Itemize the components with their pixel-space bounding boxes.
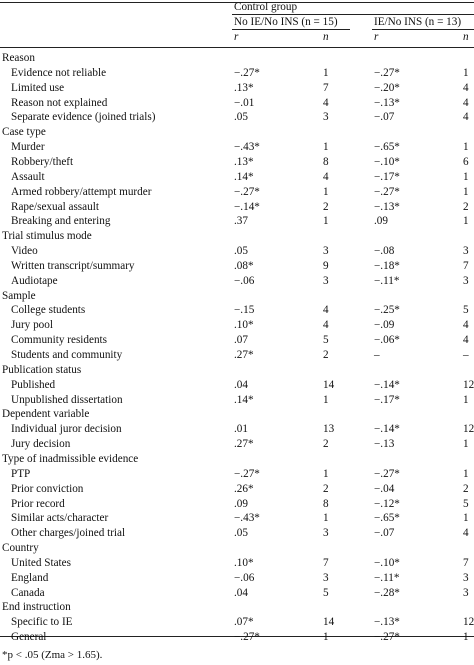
cell-r-a: −.27* <box>234 66 260 79</box>
cell-r-a: .14* <box>234 393 254 406</box>
table-row <box>0 140 474 155</box>
cell-r-a: −.43* <box>234 141 260 154</box>
cell-r-a: .05 <box>234 245 248 258</box>
cell-r-a: .10* <box>234 556 254 569</box>
cell-n-a: 1 <box>323 467 329 480</box>
cell-n-a: 3 <box>323 245 329 258</box>
cell-n-b: 3 <box>463 586 469 599</box>
cell-n-b: 1 <box>463 467 469 480</box>
row-label: Armed robbery/attempt murder <box>11 185 152 198</box>
cell-n-b: 12 <box>463 423 474 436</box>
cell-n-a: 14 <box>323 616 335 629</box>
cell-n-a: 1 <box>323 215 329 228</box>
subgroup-rule-a <box>232 29 350 30</box>
section-row <box>0 600 474 615</box>
cell-n-b: 3 <box>463 245 469 258</box>
table-row <box>0 214 474 229</box>
table-row <box>0 615 474 630</box>
cell-r-a: −.06 <box>234 274 255 287</box>
row-label: Specific to IE <box>11 616 73 629</box>
table-row <box>0 571 474 586</box>
table-row <box>0 274 474 289</box>
row-label: Rape/sexual assault <box>11 200 99 213</box>
col-a-heading: No IE/No INS (n = 15) <box>234 16 338 28</box>
cell-r-b: −.10* <box>374 155 400 168</box>
table-row <box>0 437 474 452</box>
col-a-n-heading: n <box>323 31 329 43</box>
cell-n-a: 13 <box>323 423 335 436</box>
row-label: Assault <box>11 170 45 183</box>
row-label: Reason <box>2 52 35 64</box>
cell-n-b: 4 <box>463 319 469 332</box>
cell-n-b: – <box>463 349 469 361</box>
cell-n-a: 1 <box>323 393 329 406</box>
cell-r-b: −.27* <box>374 185 400 198</box>
header-bottom-rule <box>0 47 474 48</box>
cell-r-a: .13* <box>234 81 254 94</box>
cell-r-b: −.06* <box>374 334 400 347</box>
cell-n-a: 5 <box>323 586 329 599</box>
cell-r-b: −.09 <box>374 319 395 332</box>
cell-n-b: 1 <box>463 215 469 228</box>
cell-r-b: −.28* <box>374 586 400 599</box>
row-label: Other charges/joined trial <box>11 527 126 540</box>
cell-n-b: 1 <box>463 512 469 525</box>
table-row <box>0 81 474 96</box>
table-row <box>0 348 474 363</box>
row-label: Publication status <box>2 363 82 376</box>
row-label: Video <box>11 245 38 258</box>
cell-n-a: 4 <box>323 319 329 332</box>
section-row <box>0 229 474 244</box>
row-label: Individual juror decision <box>11 423 122 436</box>
cell-r-a: −.06 <box>234 571 255 584</box>
cell-r-b: – <box>374 349 380 361</box>
cell-r-b: −.65* <box>374 512 400 525</box>
cell-r-b: −.12* <box>374 497 400 510</box>
table-row <box>0 96 474 111</box>
cell-n-a: 14 <box>323 378 335 391</box>
cell-n-b: 5 <box>463 304 469 317</box>
cell-n-b: 5 <box>463 497 469 510</box>
table-row <box>0 200 474 215</box>
row-label: Limited use <box>11 81 65 94</box>
table-row <box>0 155 474 170</box>
cell-r-b: −.14* <box>374 378 400 391</box>
row-label: Type of inadmissible evidence <box>2 452 139 465</box>
cell-r-b: −.07 <box>374 111 395 124</box>
cell-n-b: 4 <box>463 81 469 94</box>
table-row <box>0 333 474 348</box>
row-label: Dependent variable <box>2 408 90 421</box>
row-label: Jury decision <box>11 438 71 451</box>
cell-r-a: .07* <box>234 616 254 629</box>
table-row <box>0 318 474 333</box>
row-label: PTP <box>11 467 31 480</box>
table-row <box>0 497 474 512</box>
cell-n-b: 2 <box>463 200 469 213</box>
cell-r-a: .27* <box>234 349 254 361</box>
row-label: Canada <box>11 586 45 599</box>
cell-n-b: 7 <box>463 259 469 272</box>
cell-r-b: −.17* <box>374 170 400 183</box>
cell-n-b: 6 <box>463 155 469 168</box>
cell-r-b: −.20* <box>374 81 400 94</box>
cell-r-a: .13* <box>234 155 254 168</box>
cell-n-b: 7 <box>463 556 469 569</box>
row-label: Prior conviction <box>11 482 84 495</box>
cell-r-b: −.13* <box>374 616 400 629</box>
section-row <box>0 541 474 556</box>
cell-r-b: −.27* <box>374 66 400 79</box>
row-label: Case type <box>2 126 46 139</box>
cell-r-b: −.04 <box>374 482 395 495</box>
cell-r-b: −.27* <box>374 631 400 644</box>
cell-n-b: 4 <box>463 96 469 109</box>
row-label: Evidence not reliable <box>11 66 107 79</box>
col-b-n-heading: n <box>463 31 469 43</box>
cell-n-a: 8 <box>323 497 329 510</box>
cell-n-a: 7 <box>323 81 329 94</box>
cell-n-b: 1 <box>463 631 469 644</box>
cell-r-b: .09 <box>374 215 388 228</box>
cell-n-b: 12 <box>463 378 474 391</box>
cell-r-b: −.25* <box>374 304 400 317</box>
row-label: Sample <box>2 289 36 302</box>
table-row <box>0 244 474 259</box>
row-label: Reason not explained <box>11 96 108 109</box>
cell-r-a: .10* <box>234 319 254 332</box>
section-row <box>0 452 474 467</box>
table-row <box>0 467 474 482</box>
footnote: *p < .05 (Zma > 1.65). <box>2 649 103 661</box>
cell-r-a: .04 <box>234 586 248 599</box>
table-row <box>0 170 474 185</box>
cell-r-b: −.13 <box>374 438 395 451</box>
cell-r-a: −.14* <box>234 200 260 213</box>
cell-r-a: −.27* <box>234 467 260 480</box>
cell-r-b: −.65* <box>374 141 400 154</box>
cell-r-a: .09 <box>234 497 248 510</box>
table-row <box>0 526 474 541</box>
row-label: England <box>11 571 49 584</box>
col-a-r-heading: r <box>234 31 239 43</box>
cell-n-a: 9 <box>323 259 329 272</box>
cell-r-b: −.08 <box>374 245 395 258</box>
cell-n-b: 1 <box>463 185 469 198</box>
col-b-heading: IE/No INS (n = 13) <box>374 16 462 28</box>
cell-n-a: 2 <box>323 482 329 495</box>
cell-r-a: .04 <box>234 378 248 391</box>
cell-n-b: 3 <box>463 274 469 287</box>
row-label: Trial stimulus mode <box>2 230 92 243</box>
section-row <box>0 363 474 378</box>
cell-r-a: −.43* <box>234 512 260 525</box>
cell-r-a: .05 <box>234 527 248 540</box>
cell-r-a: .26* <box>234 482 254 495</box>
cell-r-a: .08* <box>234 259 254 272</box>
cell-n-a: 1 <box>323 66 329 79</box>
cell-n-a: 3 <box>323 571 329 584</box>
table-row <box>0 66 474 81</box>
cell-n-b: 12 <box>463 616 474 629</box>
row-label: Unpublished dissertation <box>11 393 123 406</box>
cell-r-b: −.11* <box>374 274 400 287</box>
cell-r-a: .27* <box>234 438 254 451</box>
row-label: General <box>11 631 47 644</box>
table-row <box>0 378 474 393</box>
cell-r-b: −.07 <box>374 527 395 540</box>
cell-n-b: 1 <box>463 66 469 79</box>
row-label: Similar acts/character <box>11 512 109 525</box>
cell-n-b: 1 <box>463 141 469 154</box>
table-row <box>0 556 474 571</box>
cell-n-a: 2 <box>323 349 329 361</box>
cell-n-b: 1 <box>463 170 469 183</box>
cell-n-a: 1 <box>323 631 329 644</box>
table-row <box>0 511 474 526</box>
row-label: College students <box>11 304 86 317</box>
row-label: Separate evidence (joined trials) <box>11 111 156 124</box>
cell-r-a: .05 <box>234 111 248 124</box>
section-row <box>0 289 474 304</box>
cell-r-a: −.15 <box>234 304 255 317</box>
table-row <box>0 630 474 645</box>
row-label: Students and community <box>11 349 123 361</box>
cell-n-b: 4 <box>463 334 469 347</box>
cell-n-a: 7 <box>323 556 329 569</box>
table-row <box>0 303 474 318</box>
col-b-r-heading: r <box>374 31 379 43</box>
cell-r-a: .07 <box>234 334 248 347</box>
cell-n-a: 4 <box>323 96 329 109</box>
cell-r-a: −.27* <box>234 185 260 198</box>
subgroup-rule-b <box>372 29 474 30</box>
row-label: Published <box>11 378 56 391</box>
cell-n-b: 4 <box>463 111 469 124</box>
cell-n-a: 1 <box>323 512 329 525</box>
cell-n-b: 4 <box>463 527 469 540</box>
cell-n-a: 2 <box>323 200 329 213</box>
cell-r-b: −.10* <box>374 556 400 569</box>
row-label: Audiotape <box>11 274 58 287</box>
table-row <box>0 393 474 408</box>
cell-n-a: 4 <box>323 304 329 317</box>
group-rule <box>232 14 474 15</box>
cell-n-a: 1 <box>323 185 329 198</box>
row-label: Murder <box>11 141 45 154</box>
cell-r-b: −.13* <box>374 200 400 213</box>
cell-r-a: .01 <box>234 423 248 436</box>
cell-r-b: −.18* <box>374 259 400 272</box>
table-row <box>0 185 474 200</box>
cell-n-a: 3 <box>323 274 329 287</box>
row-label: Robbery/theft <box>11 155 74 168</box>
row-label: United States <box>11 556 71 569</box>
row-label: Written transcript/summary <box>11 259 135 272</box>
cell-r-b: −.27* <box>374 467 400 480</box>
row-label: Prior record <box>11 497 65 510</box>
table-row <box>0 422 474 437</box>
cell-n-a: 1 <box>323 141 329 154</box>
cell-n-b: 1 <box>463 438 469 451</box>
cell-r-a: −.01 <box>234 96 255 109</box>
row-label: End instruction <box>2 601 71 614</box>
cell-n-a: 3 <box>323 111 329 124</box>
table-row <box>0 110 474 125</box>
cell-n-a: 2 <box>323 438 329 451</box>
cell-r-b: −.13* <box>374 96 400 109</box>
cell-r-a: .14* <box>234 170 254 183</box>
row-label: Breaking and entering <box>11 215 111 228</box>
cell-n-a: 4 <box>323 170 329 183</box>
section-row <box>0 407 474 422</box>
table-row <box>0 259 474 274</box>
row-label: Jury pool <box>11 319 53 332</box>
table-row <box>0 586 474 601</box>
row-label: Community residents <box>11 334 108 347</box>
row-label: Country <box>2 542 39 555</box>
cell-r-a: −.27* <box>234 631 260 644</box>
cell-n-b: 1 <box>463 393 469 406</box>
section-row <box>0 125 474 140</box>
cell-n-a: 5 <box>323 334 329 347</box>
cell-r-a: .37 <box>234 215 248 228</box>
control-group-heading: Control group <box>234 1 298 13</box>
cell-n-a: 8 <box>323 155 329 168</box>
cell-n-a: 3 <box>323 527 329 540</box>
cell-n-b: 3 <box>463 571 469 584</box>
cell-n-b: 2 <box>463 482 469 495</box>
cell-r-b: −.17* <box>374 393 400 406</box>
table-row <box>0 482 474 497</box>
cell-r-b: −.11* <box>374 571 400 584</box>
section-row <box>0 51 474 66</box>
cell-r-b: −.14* <box>374 423 400 436</box>
